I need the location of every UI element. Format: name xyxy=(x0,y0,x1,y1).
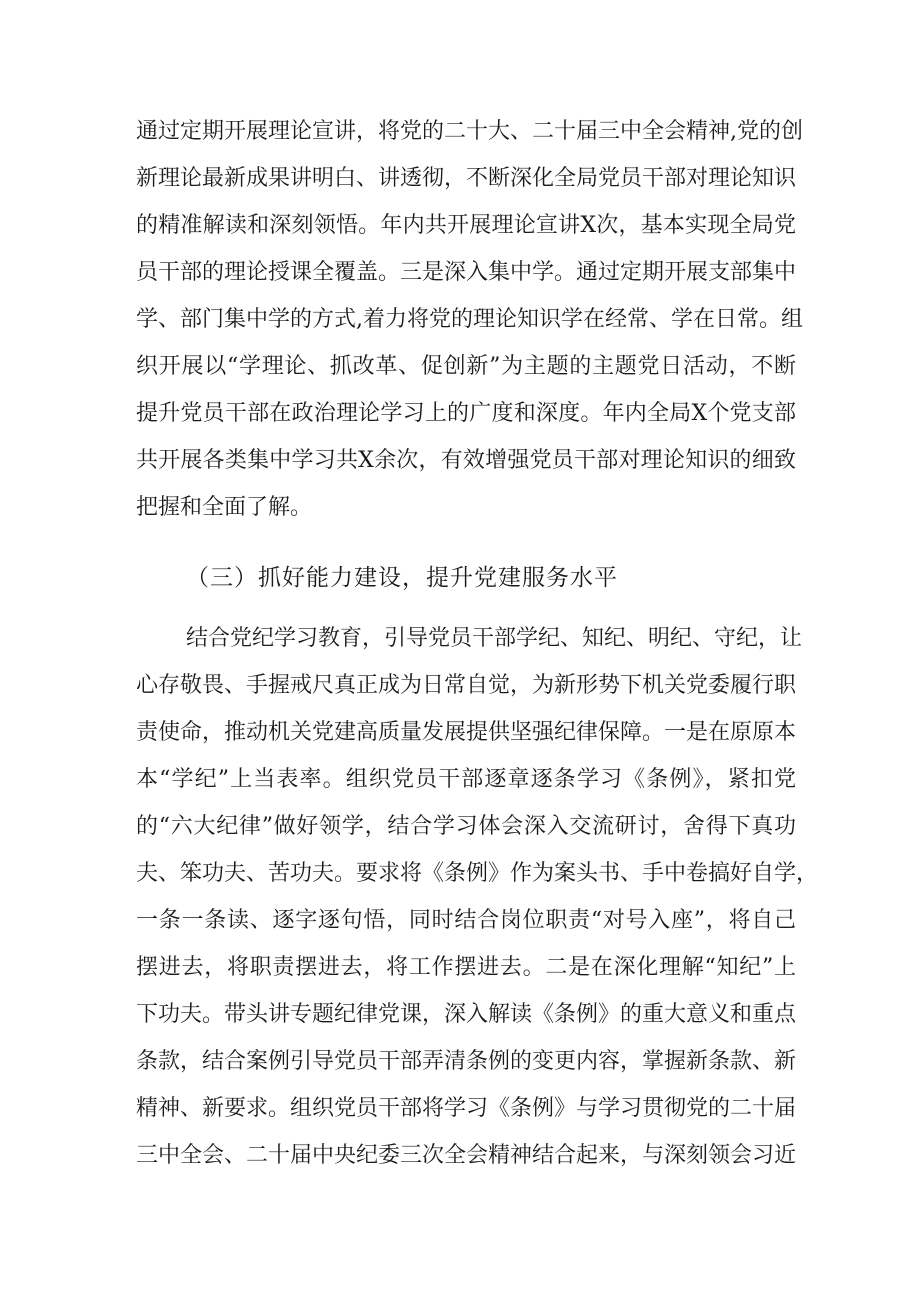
paragraph-line: 织开展以“学理论、抓改革、促创新”为主题的主题党日活动，不断 xyxy=(136,354,796,379)
section-heading: （三）抓好能力建设，提升党建服务水平 xyxy=(186,565,618,591)
paragraph-line: 本“学纪”上当表率。组织党员干部逐章逐条学习《条例》，紧扣党 xyxy=(136,767,796,792)
paragraph-line: 夫、笨功夫、苦功夫。要求将《条例》作为案头书、手中卷搞好自学， xyxy=(136,861,819,886)
paragraph-line: 责使命，推动机关党建高质量发展提供坚强纪律保障。一是在原原本 xyxy=(136,720,797,745)
paragraph-line: 提升党员干部在政治理论学习上的广度和深度。年内全局X个党支部 xyxy=(136,401,796,426)
paragraph-line: 结合党纪学习教育，引导党员干部学纪、知纪、明纪、守纪，让 xyxy=(186,626,803,651)
paragraph-line: 条款，结合案例引导党员干部弄清条例的变更内容，掌握新条款、新 xyxy=(136,1049,797,1074)
paragraph-line: 一条一条读、逐字逐句悟，同时结合岗位职责“对号入座”，将自己 xyxy=(136,908,796,933)
paragraph-line: 心存敬畏、手握戒尺真正成为日常自觉，为新形势下机关党委履行职 xyxy=(136,673,797,698)
paragraph-line: 的精准解读和深刻领悟。年内共开展理论宣讲X次，基本实现全局党 xyxy=(136,213,796,238)
paragraph-line: 员干部的理论授课全覆盖。三是深入集中学。通过定期开展支部集中 xyxy=(136,260,797,285)
paragraph-line: 把握和全面了解。 xyxy=(136,495,313,520)
paragraph-line: 摆进去，将职责摆进去，将工作摆进去。二是在深化理解“知纪”上 xyxy=(136,955,796,980)
paragraph-line: 学、部门集中学的方式,着力将党的理论知识学在经常、学在日常。组 xyxy=(136,307,803,332)
paragraph-line: 下功夫。带头讲专题纪律党课，深入解读《条例》的重大意义和重点 xyxy=(136,1002,797,1027)
paragraph-line: 新理论最新成果讲明白、讲透彻，不断深化全局党员干部对理论知识 xyxy=(136,166,797,191)
paragraph-line: 共开展各类集中学习共X余次，有效增强党员干部对理论知识的细致 xyxy=(136,448,796,473)
paragraph-line: 三中全会、二十届中央纪委三次全会精神结合起来，与深刻领会习近 xyxy=(136,1143,797,1168)
paragraph-line: 的“六大纪律”做好领学，结合学习体会深入交流研讨，舍得下真功 xyxy=(136,814,796,839)
paragraph-line: 精神、新要求。组织党员干部将学习《条例》与学习贯彻党的二十届 xyxy=(136,1096,797,1121)
paragraph-line: 通过定期开展理论宣讲，将党的二十大、二十届三中全会精神,党的创 xyxy=(136,119,803,144)
